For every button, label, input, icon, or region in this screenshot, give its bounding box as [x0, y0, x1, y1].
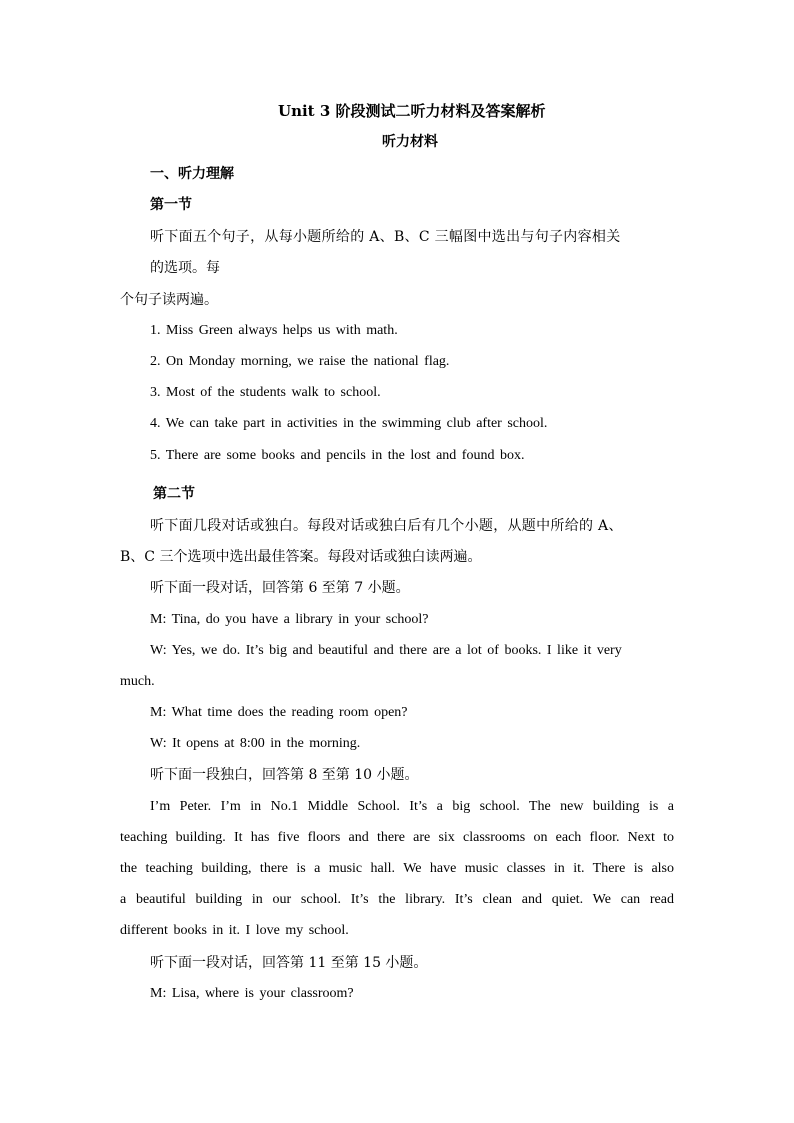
monologue-intro: 听下面一段独白，回答第 8 至第 10 小题。 [150, 767, 419, 783]
section2-instruction-line2: B、C 三个选项中选出最佳答案。每段对话或独白读两遍。 [120, 549, 482, 565]
dialogue2-intro: 听下面一段对话，回答第 11 至第 15 小题。 [150, 955, 428, 971]
section2-instruction-line1: 听下面几段对话或独白。每段对话或独白后有几个小题，从题中所给的 A、 [150, 518, 623, 534]
sentence-2: 2. On Monday morning, we raise the national flag. [150, 354, 450, 369]
dialogue1-line-1: M: Tina, do you have a library in your school? [150, 612, 429, 627]
dialogue1-intro: 听下面一段对话，回答第 6 至第 7 小题。 [150, 580, 410, 596]
doc-title: Unit 3 阶段测试二听力材料及答案解析 [278, 102, 546, 120]
dialogue1-line-5: W: It opens at 8:00 in the morning. [150, 736, 361, 751]
dialogue2-line-1: M: Lisa, where is your classroom? [150, 986, 354, 1001]
sentence-5: 5. There are some books and pencils in the lost and found box. [150, 448, 525, 463]
sentence-1: 1. Miss Green always helps us with math. [150, 323, 398, 338]
doc-subtitle: 听力材料 [382, 134, 438, 150]
section1-instruction-line2: 的选项。每 [150, 260, 220, 276]
section1-label: 第一节 [150, 197, 192, 213]
section1-instruction-line3: 个句子读两遍。 [120, 292, 218, 308]
section1-instruction-line1: 听下面五个句子，从每小题所给的 A、B、C 三幅图中选出与句子内容相关 [150, 229, 621, 245]
dialogue1-line-3: much. [120, 674, 155, 689]
monologue-line-5: different books in it. I love my school. [120, 923, 349, 938]
sentence-4: 4. We can take part in activities in the swimming club after school. [150, 416, 548, 431]
monologue-line-3: the teaching building, there is a music hall. We have music classes in it. There is also [120, 861, 674, 876]
dialogue1-line-2: W: Yes, we do. It’s big and beautiful and there are a lot of books. I like it very [150, 643, 622, 658]
monologue-line-2: teaching building. It has five floors and there are six classrooms on each floor. Next to [120, 830, 674, 845]
monologue-line-4: a beautiful building in our school. It’s the library. It’s clean and quiet. We can read [120, 892, 674, 907]
monologue-line-1: I’m Peter. I’m in No.1 Middle School. It’s a big school. The new building is a [150, 799, 674, 814]
dialogue1-line-4: M: What time does the reading room open? [150, 705, 408, 720]
part-heading: 一、听力理解 [150, 166, 234, 182]
section2-label: 第二节 [153, 486, 195, 502]
sentence-3: 3. Most of the students walk to school. [150, 385, 381, 400]
